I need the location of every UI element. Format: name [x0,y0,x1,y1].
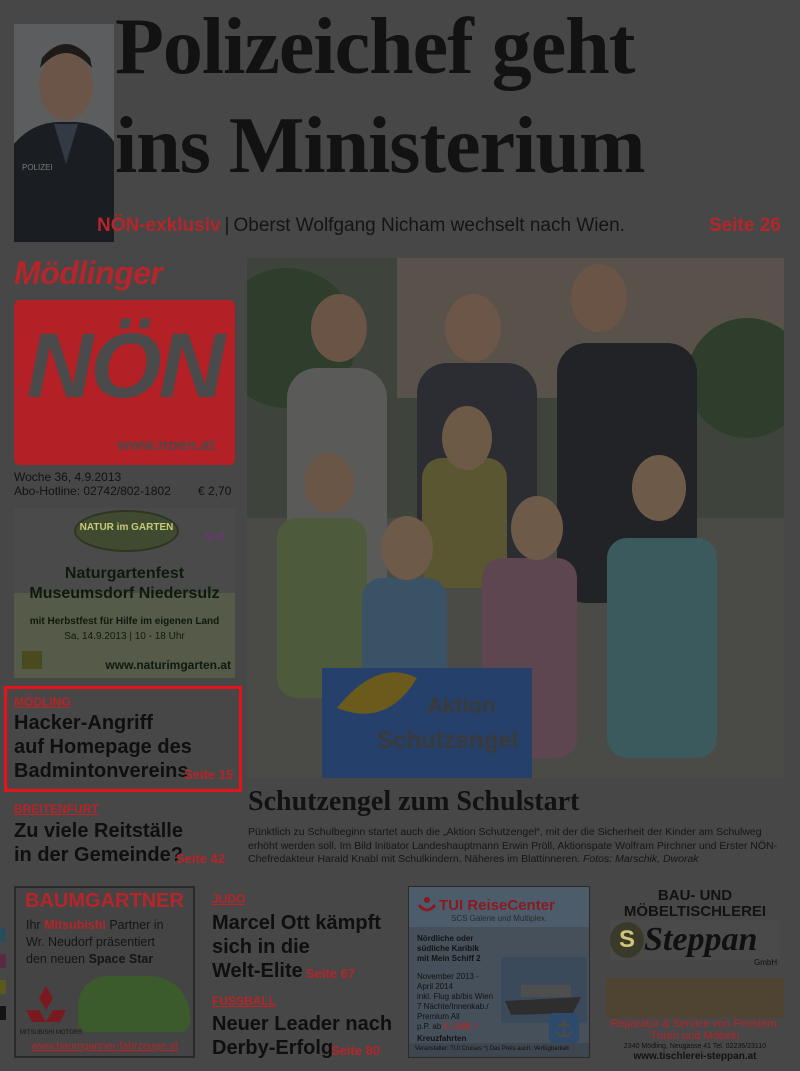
story-leader-category: FUSSBALL [212,994,276,1008]
natur-im-garten-badge: NATUR im GARTEN [74,510,179,552]
steppan-title-1: BAU- UND [657,887,733,904]
naturgarten-url[interactable]: www.naturimgarten.at [105,658,231,672]
noen-logo-text: NÖN [26,315,223,417]
sign-text-schutzengel: Schutzengel [377,727,519,754]
cover-price: € 2,70 [198,484,232,498]
tui-line-3: mit Mein Schiff 2 [417,954,481,963]
teaser-label: NÖN-exklusiv [97,215,221,236]
story-badminton-line-2[interactable]: auf Homepage des [14,736,192,758]
headline-teaser: NÖN-exklusiv | Oberst Wolfgang Nicham wechselt nach Wien. [97,215,625,236]
photo-caption-text: Pünktlich zu Schulbeginn startet auch die „Aktion Schutzengel“, mit der die Sicherheit der Kinder am Schulweg erhöht werden soll. Im Bild Initiator Landeshauptmann Erwin Pröll, Aktionspate Wolfram Pirchner und Erster NÖN-Chefredakteur Harald Knabl mit Schulkindern. Näheres im Blattinneren. [248,826,778,865]
color-bar-cyan [0,928,6,942]
steppan-name: Steppan [644,921,758,958]
steppan-title-2: MÖBELTISCHLEREI [623,903,767,920]
portrait-photo-icon [14,24,114,242]
police-chief-portrait [14,24,114,242]
tui-line-5: April 2014 [417,982,454,991]
steppan-service-1: Reparatur & Service von Fenstern, [610,1018,780,1030]
story-reitstaelle-category: BREITENFURT [14,802,99,816]
tui-smile-logo-icon [417,895,437,915]
steppan-address: 2340 Mödling, Neugasse 41 Tel. 02236/23110 [623,1043,767,1050]
baumgartner-line-2: Wr. Neudorf präsentiert [26,935,155,949]
tui-line-1: Nördliche oder [417,934,474,943]
abo-hotline: Abo-Hotline: 02742/802-1802 [14,484,171,498]
story-badminton-page[interactable]: Seite 15 [184,767,234,782]
baumgartner-url[interactable]: www.baumgartner-fahrzeuge.at [31,1040,178,1052]
story-reitstaelle-line-1[interactable]: Zu viele Reitställe [14,820,183,842]
story-reitstaelle-line-2[interactable]: in der Gemeinde? [14,844,183,866]
tui-footer: Veranstalter: TUI Cruises *) Das Preis auch: Verfügbarkeit [415,1046,569,1052]
naturgarten-title-1: Naturgartenfest [64,565,185,582]
story-ott-line-2[interactable]: sich in die [212,936,310,958]
group-photo-icon [247,258,784,778]
story-badminton-line-1[interactable]: Hacker-Angriff [14,712,153,734]
tui-line-4: November 2013 - [417,972,479,981]
steppan-service-2: Türen und Möbeln [650,1030,740,1042]
baumgartner-title: BAUMGARTNER [25,890,184,912]
ad-tischlerei-steppan[interactable] [604,886,786,1062]
tui-title: TUI ReiseCenter [439,897,555,914]
tui-line-8: Premium All [417,1012,460,1021]
baumgartner-line-3: den neuen Space Star [26,952,154,966]
tui-line-6: inkl. Flug ab/bis Wien [417,992,494,1001]
sign-text-aktion: Aktion [427,693,496,718]
noen-logo-url: www.noen.at [116,437,215,454]
ad-tui-reisecenter[interactable] [408,886,590,1058]
main-photo-schutzengel [247,258,784,778]
color-bar-black [0,1006,6,1020]
wood-panels-image [606,978,784,1018]
ad-baumgartner[interactable] [14,886,195,1058]
story-leader-line-2[interactable]: Derby-Erfolg [212,1037,334,1059]
tui-price-line: p.P. ab € 1.695,-* [417,1022,479,1031]
color-bar-magenta [0,954,6,968]
headline-line-2: ins Ministerium [115,102,645,190]
masthead-region: Mödlinger [14,255,163,291]
story-ott-category: JUDO [212,892,246,906]
story-badminton-category: MÖDLING [14,695,71,709]
tui-line-10: Kreuzfahrten [417,1034,467,1043]
mitsubishi-logo-text: MITSUBISHI MOTORS [20,1030,83,1036]
story-leader-line-1[interactable]: Neuer Leader nach [212,1013,393,1035]
story-badminton-line-3[interactable]: Badmintonvereins [14,760,189,782]
ad-naturgartenfest[interactable] [14,508,235,678]
space-star-car-icon [78,976,190,1032]
story-leader-page[interactable]: Seite 80 [331,1043,381,1058]
teaser-page-ref: Seite 26 [709,215,781,236]
naturgarten-title-2: Museumsdorf Niedersulz [29,585,220,602]
naturgarten-date: Sa, 14.9.2013 | 10 - 18 Uhr [64,631,185,642]
issue-info: Woche 36, 4.9.2013 [14,470,122,484]
story-ott-page[interactable]: Seite 67 [306,966,356,981]
noe-logo-icon [22,651,42,669]
story-reitstaelle-page[interactable]: Seite 42 [176,851,226,866]
butterfly-icon [202,526,228,550]
steppan-gmbh: GmbH [754,958,778,967]
steppan-s-logo-icon: S [610,922,644,958]
tui-line-7: 7 Nächte/Innenkab./ [417,1002,489,1011]
baumgartner-line-1: Ihr Mitsubishi Partner in [26,918,164,932]
noen-logo [14,300,235,465]
photo-credit: Fotos: Marschik, Dworak [583,853,699,865]
steppan-url[interactable]: www.tischlerei-steppan.at [633,1051,757,1062]
tui-line-2: südliche Karibik [417,944,479,953]
tui-subtitle: SCS Galerie und Multiplex [451,914,545,923]
mitsubishi-logo-icon [26,984,66,1028]
color-bar-yellow [0,980,6,994]
anchor-icon [549,1013,579,1043]
photo-caption [248,826,788,867]
naturgarten-subtitle: mit Herbstfest für Hilfe im eigenen Land [29,616,220,627]
story-ott-line-1[interactable]: Marcel Ott kämpft [212,912,381,934]
teaser-text: Oberst Wolfgang Nicham wechselt nach Wien. [233,215,625,236]
photo-headline[interactable]: Schutzengel zum Schulstart [248,786,580,817]
portrait-badge-text: POLIZEI [22,163,53,172]
headline-line-1: Polizeichef geht [115,3,635,91]
story-ott-line-3[interactable]: Welt-Elite [212,960,303,982]
